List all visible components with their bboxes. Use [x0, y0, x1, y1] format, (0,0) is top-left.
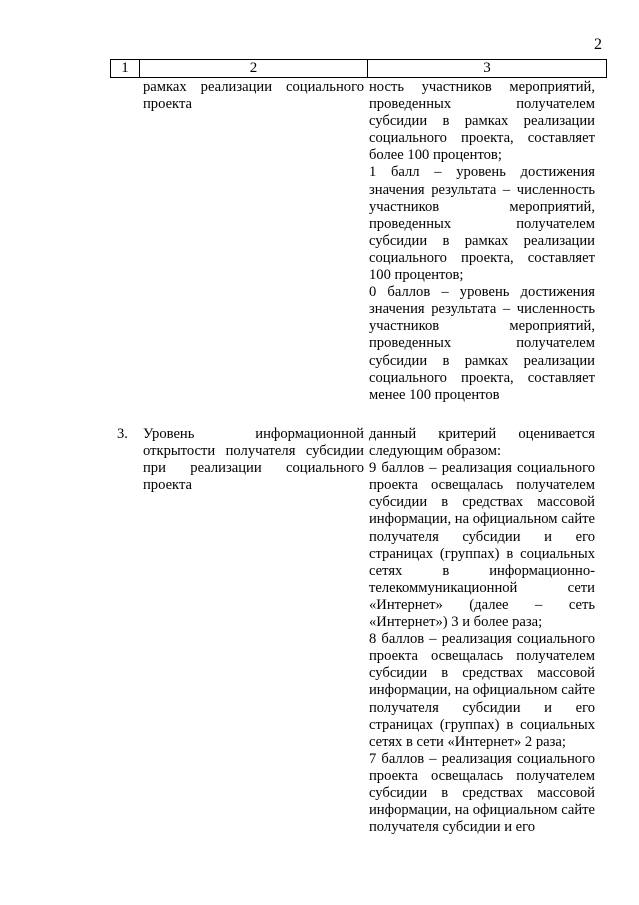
criterion-text: Уровень информационной открытости получателя субсидии при реализации социального проекта [143, 426, 364, 494]
scoring-text [369, 426, 595, 836]
scoring-paragraph: данный критерий оценивается следующим образом: [369, 426, 595, 460]
scoring-paragraph: 9 баллов – реализация социального проекта освещалась получателем субсидии в средствах массовой информации, на официальном сайте получателя субсидии и его страницах (группах) в социальных сетях в информационно-телекоммуникационной сети «Интернет» (далее – сеть «Интернет») 3 и более раза; [369, 460, 595, 631]
row-number: 3. [117, 426, 128, 442]
header-col-1: 1 [111, 60, 140, 77]
scoring-paragraph: 8 баллов – реализация социального проекта освещалась получателем субсидии в средствах массовой информации, на официальном сайте получателя субсидии и его страницах (группах) в социальных сетях в сети «Интернет» 2 раза; [369, 631, 595, 750]
table-header-row [110, 59, 607, 78]
header-col-2: 2 [140, 60, 368, 77]
page-number: 2 [594, 36, 602, 53]
scoring-paragraph: 1 балл – уровень достижения значения результата – численность участников мероприятий, проведенных получателем субсидии в рамках реализации социального проекта, составляет 100 процентов; [369, 164, 595, 284]
scoring-paragraph: ность участников мероприятий, проведенных получателем субсидии в рамках реализации социального проекта, составляет более 100 процентов; [369, 79, 595, 164]
header-col-3: 3 [483, 60, 491, 76]
scoring-paragraph: 7 баллов – реализация социального проекта освещалась получателем субсидии в средствах массовой информации, на официальном сайте получателя субсидии и его [369, 750, 595, 836]
continuation-scoring-text [369, 79, 595, 404]
scoring-paragraph: 0 баллов – уровень достижения значения результата – численность участников мероприятий, проведенных получателем субсидии в рамках реализации социального проекта, составляет менее 100 процентов [369, 284, 595, 403]
continuation-criterion-text: рамках реализации социального проекта [143, 79, 364, 113]
